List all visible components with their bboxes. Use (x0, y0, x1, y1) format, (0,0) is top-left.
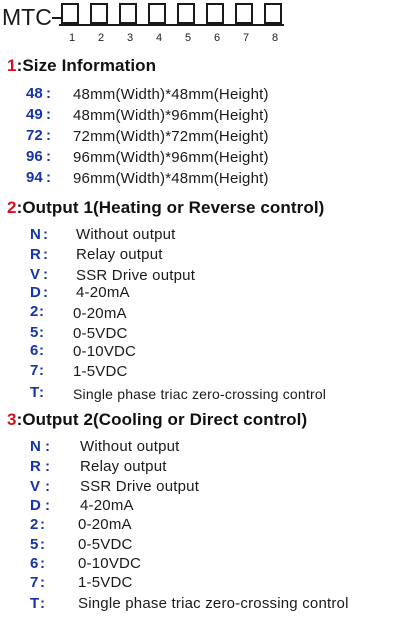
position-number: 8 (271, 32, 279, 44)
colon: : (43, 226, 48, 243)
output2-desc: SSR Drive output (80, 478, 200, 495)
colon: : (43, 284, 48, 301)
output2-code: R (30, 458, 41, 475)
code-position-5 (177, 3, 199, 44)
output1-code: V (30, 266, 41, 283)
output2-code: 7 (30, 574, 39, 591)
size-code: 72 (26, 127, 43, 144)
code-position-3 (119, 3, 141, 44)
output2-code: T (30, 595, 40, 612)
output1-code: T (30, 384, 40, 401)
position-number: 4 (155, 32, 163, 44)
colon: : (39, 342, 44, 359)
colon: : (39, 303, 44, 320)
output1-desc: 0-20mA (73, 305, 127, 322)
size-code: 96 (26, 148, 43, 165)
output1-desc: 4-20mA (76, 284, 130, 301)
size-desc: 72mm(Width)*72mm(Height) (73, 128, 269, 145)
output2-desc: 0-20mA (78, 516, 132, 533)
colon: : (46, 85, 51, 102)
colon: : (45, 497, 50, 514)
output1-code: N (30, 226, 41, 243)
section-title: :Output 1(Heating or Reverse control) (16, 198, 325, 217)
size-code: 94 (26, 169, 43, 186)
output2-desc: Without output (80, 438, 180, 455)
output1-code: D (30, 284, 41, 301)
position-number: 3 (126, 32, 134, 44)
section-title: :Output 2(Cooling or Direct control) (16, 410, 308, 429)
section-title: :Size Information (16, 56, 157, 75)
colon: : (40, 574, 45, 591)
output1-desc: Single phase triac zero-crossing control (73, 386, 327, 402)
output1-code: R (30, 246, 41, 263)
size-code: 49 (26, 106, 43, 123)
output2-desc: 1-5VDC (78, 574, 133, 591)
code-position-6 (206, 3, 228, 44)
output2-desc: 4-20mA (80, 497, 134, 514)
output1-code: 5 (30, 324, 39, 341)
output2-code: D (30, 497, 41, 514)
position-number: 6 (213, 32, 221, 44)
position-number: 1 (68, 32, 76, 44)
section-number: 3 (7, 410, 17, 429)
output2-code: 5 (30, 536, 39, 553)
output1-desc: 0-5VDC (73, 325, 128, 342)
output1-desc: Relay output (76, 246, 163, 263)
size-desc: 96mm(Width)*96mm(Height) (73, 149, 269, 166)
code-position-7 (235, 3, 257, 44)
colon: : (46, 106, 51, 123)
position-number: 5 (184, 32, 192, 44)
code-position-4 (148, 3, 170, 44)
colon: : (45, 458, 50, 475)
colon: : (45, 478, 50, 495)
colon: : (39, 384, 44, 401)
output1-code: 6 (30, 342, 39, 359)
colon: : (40, 595, 45, 612)
section-3-heading (7, 410, 307, 430)
size-desc: 48mm(Width)*96mm(Height) (73, 107, 269, 124)
model-dash (52, 17, 61, 19)
output2-desc: Relay output (80, 458, 167, 475)
output1-desc: 0-10VDC (73, 343, 137, 360)
colon: : (43, 246, 48, 263)
output2-code: N (30, 438, 41, 455)
size-desc: 48mm(Width)*48mm(Height) (73, 86, 269, 103)
section-2-heading (7, 198, 324, 218)
code-position-1 (61, 3, 83, 44)
output1-code: 2 (30, 303, 39, 320)
colon: : (39, 362, 44, 379)
output1-code: 7 (30, 362, 39, 379)
output2-code: 6 (30, 555, 39, 572)
colon: : (43, 266, 48, 283)
section-1-heading (7, 56, 156, 76)
model-prefix: MTC (2, 4, 52, 30)
code-position-8 (264, 3, 286, 44)
size-code: 48 (26, 85, 43, 102)
colon: : (39, 324, 44, 341)
section-number: 2 (7, 198, 17, 217)
colon: : (40, 555, 45, 572)
output2-desc: 0-5VDC (78, 536, 133, 553)
colon: : (40, 536, 45, 553)
position-number: 2 (97, 32, 105, 44)
output1-desc: SSR Drive output (76, 267, 196, 284)
code-position-2 (90, 3, 112, 44)
colon: : (46, 148, 51, 165)
colon: : (45, 438, 50, 455)
size-desc: 96mm(Width)*48mm(Height) (73, 170, 269, 187)
output1-desc: 1-5VDC (73, 363, 128, 380)
output2-desc: Single phase triac zero-crossing control (78, 595, 349, 612)
output2-code: V (30, 478, 41, 495)
output2-desc: 0-10VDC (78, 555, 142, 572)
colon: : (46, 127, 51, 144)
section-number: 1 (7, 56, 17, 75)
output2-code: 2 (30, 516, 39, 533)
colon: : (40, 516, 45, 533)
position-number: 7 (242, 32, 250, 44)
colon: : (46, 169, 51, 186)
output1-desc: Without output (76, 226, 176, 243)
